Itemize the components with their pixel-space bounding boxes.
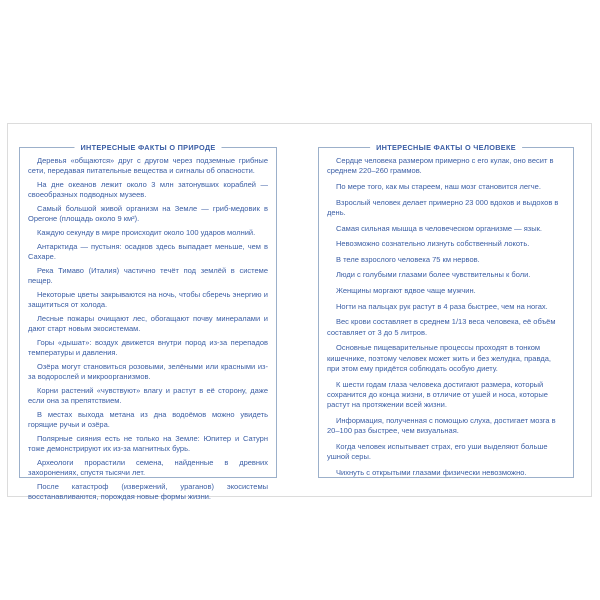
- panel-human-facts: [318, 143, 574, 478]
- fact-paragraph: Полярные сияния есть не только на Земле: Юпитер и Сатурн тоже демонстрируют их из-за магнитных бурь.: [28, 433, 268, 453]
- fact-paragraph: Археологи прорастили семена, найденные в древних захоронениях, спустя тысячи лет.: [28, 457, 268, 477]
- fact-paragraph: Каждую секунду в мире происходит около 100 ударов молний.: [37, 228, 256, 237]
- nature-facts-list: [20, 148, 276, 501]
- fact-paragraph: Некоторые цветы закрываются на ночь, чтобы сберечь энергию и защититься от холода.: [28, 289, 268, 309]
- fact-paragraph: Корни растений «чувствуют» влагу и растут в её сторону, даже если она за препятствием.: [28, 385, 268, 405]
- fact-paragraph: Самый большой живой организм на Земле — гриб-медовик в Орегоне (площадь около 9 км²).: [28, 204, 268, 224]
- fact-paragraph: В местах выхода метана из дна водоёмов можно увидеть горящие ручьи и озёра.: [28, 409, 268, 429]
- fact-paragraph: Невозможно сознательно лизнуть собственный локоть.: [336, 239, 530, 249]
- booklet-spread-sheet: [7, 123, 592, 501]
- fact-paragraph: После катастроф (извержений, ураганов) экосистемы восстанавливаются, порождая новые формы жизни.: [28, 481, 268, 501]
- fact-paragraph: По мере того, как мы стареем, наш мозг становится легче.: [336, 182, 541, 191]
- fact-paragraph: Вес крови составляет в среднем 1/13 веса человека, её объём составляет от 3 до 5 литров.: [327, 317, 556, 337]
- fact-paragraph: Люди с голубыми глазами более чувствительны к боли.: [336, 270, 531, 280]
- fact-paragraph: Женщины моргают вдвое чаще мужчин.: [336, 285, 476, 295]
- fact-paragraph: Когда человек испытывает страх, его уши выделяют больше ушной серы.: [327, 441, 548, 462]
- fact-paragraph: Информация, полученная с помощью слуха, достигает мозга в 20–100 раз быстрее, чем визуальная.: [327, 415, 556, 436]
- panel-nature-title: ИНТЕРЕСНЫЕ ФАКТЫ О ПРИРОДЕ: [74, 143, 221, 152]
- fact-paragraph: Река Тимаво (Италия) частично течёт под землёй в системе пещер.: [28, 265, 268, 285]
- fact-paragraph: Чихнуть с открытыми глазами физически невозможно.: [336, 467, 527, 477]
- panel-nature-facts: [19, 143, 277, 501]
- human-facts-list: [319, 148, 573, 477]
- fact-paragraph: Антарктида — пустыня: осадков здесь выпадает меньше, чем в Сахаре.: [28, 241, 268, 261]
- fact-paragraph: К шести годам глаза человека достигают размера, который сохранится до конца жизни, в отличие от ушей и носа, которые растут на протяжении всей жизни.: [327, 379, 548, 410]
- fact-paragraph: Горы «дышат»: воздух движется внутри пород из-за перепадов температуры и давления.: [28, 337, 268, 357]
- fact-paragraph: На дне океанов лежит около 3 млн затонувших кораблей — своеобразных подводных музеев.: [28, 180, 268, 200]
- fact-paragraph: Основные пищеварительные процессы проходят в тонком кишечнике, поэтому человек может жить и без желудка, правда, при этом ему придётся соблюдать особую диету.: [327, 343, 552, 373]
- fact-paragraph: Ногти на пальцах рук растут в 4 раза быстрее, чем на ногах.: [336, 301, 548, 311]
- fact-paragraph: Озёра могут становиться розовыми, зелёными или красными из-за водорослей и микроорганизмов.: [28, 361, 268, 381]
- fact-paragraph: Лесные пожары очищают лес, обогащают почву минералами и дают старт новым экосистемам.: [28, 313, 268, 333]
- panel-human-title: ИНТЕРЕСНЫЕ ФАКТЫ О ЧЕЛОВЕКЕ: [370, 143, 522, 152]
- fact-paragraph: Взрослый человек делает примерно 23 000 вдохов и выдохов в день.: [327, 197, 559, 217]
- fact-paragraph: Самая сильная мышца в человеческом организме — язык.: [336, 223, 543, 233]
- fact-paragraph: Сердце человека размером примерно с его кулак, оно весит в среднем 220–260 граммов.: [327, 156, 554, 176]
- fact-paragraph: Деревья «общаются» друг с другом через подземные грибные сети, передавая питательные вещества и сигналы об опасности.: [28, 156, 268, 176]
- fact-paragraph: В теле взрослого человека 75 км нервов.: [336, 254, 480, 264]
